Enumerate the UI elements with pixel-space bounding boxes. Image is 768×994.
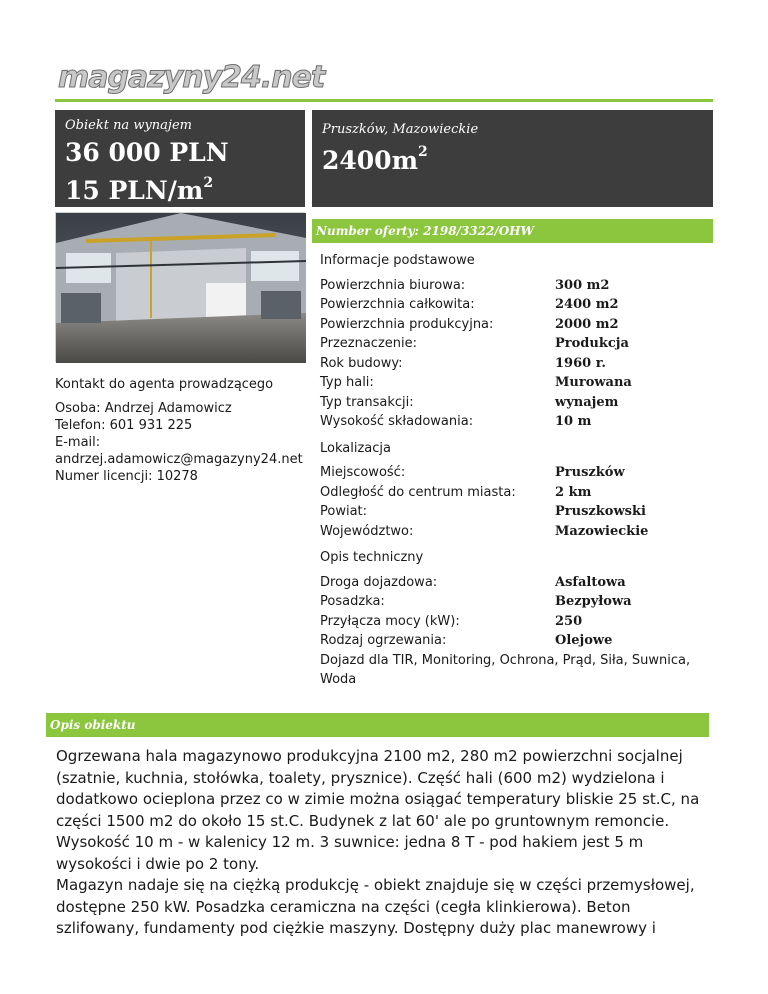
- total-area: $2400m^2$: [322, 144, 428, 175]
- detail-row: Typ hali: Murowana: [320, 375, 632, 390]
- detail-row: Województwo: Mazowieckie: [320, 523, 649, 539]
- location-title: Lokalizacja: [320, 440, 391, 456]
- detail-row: Typ transakcji: wynajem: [320, 394, 619, 410]
- description-paragraph: Magazyn nadaje się na ciężką produkcję - obiekt znajduje się w części przemysłowej, dostępne 250 kW. Posadzka ceramiczna na części (cegła klinkierowa). Beton szlifowany, fundamenty pod ciężkie maszyny. Dostępny duży plac manewrowy i: [56, 876, 695, 937]
- area-panel: [312, 110, 713, 207]
- agent-contact: [55, 376, 310, 485]
- description-title-bar: Opis obiektu: [46, 713, 709, 737]
- detail-row: Rodzaj ogrzewania: Olejowe: [320, 633, 613, 648]
- basic-info-list: [320, 276, 720, 432]
- logo-text: magazyny24.net: [58, 60, 325, 95]
- warehouse-photo: [55, 212, 305, 362]
- location-label: Pruszków, Mazowieckie: [322, 122, 479, 137]
- description-text: [56, 746, 716, 940]
- agent-license: Numer licencji: 10278: [55, 469, 198, 484]
- property-details: [320, 251, 720, 690]
- magazyny24-logo[interactable]: [58, 58, 325, 95]
- offer-number-bar: Number oferty: 2198/3322/OHW: [312, 219, 713, 243]
- detail-row: Powierzchnia produkcyjna: 2000 m2: [320, 316, 619, 332]
- detail-row: Przeznaczenie: Produkcja: [320, 336, 629, 351]
- detail-row: Miejscowość: Pruszków: [320, 465, 625, 480]
- basic-info-title: Informacje podstawowe: [320, 253, 475, 268]
- agent-heading: Kontakt do agenta prowadzącego: [55, 377, 274, 392]
- technical-title: Opis techniczny: [320, 550, 424, 565]
- detail-row: Droga dojazdowa: Asfaltowa: [320, 574, 626, 590]
- detail-row: Powierzchnia biurowa: 300 m2: [320, 277, 610, 293]
- detail-row: Posadzka: Bezpyłowa: [320, 594, 632, 609]
- price-panel: [55, 110, 305, 207]
- location-list: [320, 463, 720, 541]
- description-paragraph: Ogrzewana hala magazynowo produkcyjna 2100 m2, 280 m2 powierzchni socjalnej (szatnie, kuchnia, stołówka, toalety, prysznice). Część hali (600 m2) wydzielona i dodatkowo ocieplona przez co w zimie można osiągać temperatury bliskie 25 st.C, na części 1500 m2 do około 15 st.C. Budynek z lat 60' ale po gruntownym remoncie. Wysokość 10 m - w kalenicy 12 m. 3 suwnice: jedna 8 T - pod hakiem jest 5 m wysokości i dwie po 2 tony.: [56, 747, 700, 873]
- detail-row: Powiat: Pruszkowski: [320, 504, 646, 519]
- detail-row: Przyłącza mocy (kW): 250: [320, 613, 583, 629]
- detail-row: Wysokość składowania: 10 m: [320, 414, 592, 429]
- listing-type-label: Obiekt na wynajem: [65, 118, 192, 133]
- detail-row: Powierzchnia całkowita: 2400 m2: [320, 297, 619, 312]
- technical-list: [320, 573, 720, 651]
- price-per-m2: 15 PLN/$m^2$: [65, 175, 214, 205]
- header-divider: [55, 99, 713, 102]
- agent-person: Osoba: Andrzej Adamowicz: [55, 401, 232, 416]
- features-text: Dojazd dla TIR, Monitoring, Ochrona, Prąd, Siła, Suwnica, Woda: [320, 652, 691, 687]
- agent-phone[interactable]: Telefon: 601 931 225: [55, 418, 193, 433]
- detail-row: Rok budowy: 1960 r.: [320, 355, 606, 371]
- total-price: 36 000 PLN: [65, 138, 229, 167]
- detail-row: Odległość do centrum miasta: 2 km: [320, 484, 592, 500]
- agent-email-label: E-mail:: [55, 435, 101, 450]
- agent-email[interactable]: andrzej.adamowicz@magazyny24.net: [55, 452, 303, 467]
